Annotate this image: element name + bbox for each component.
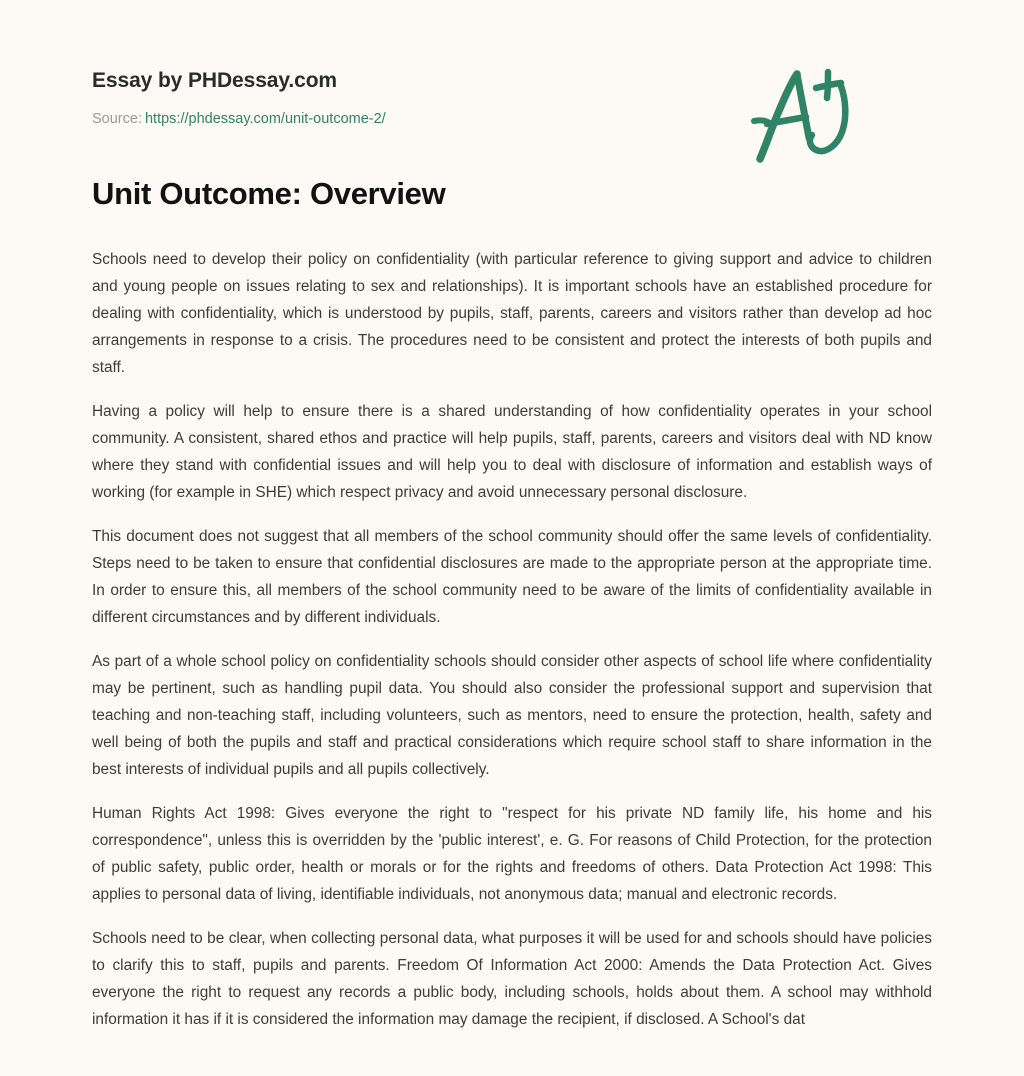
source-line bbox=[92, 111, 932, 128]
essay-paragraph: Schools need to be clear, when collecting personal data, what purposes it will be used for and schools should have policies to clarify this to staff, pupils and parents. Freedom Of Information Act 2000: Amends the Data Protection Act. Gives everyone the right to request any records a public body, including schools, holds about them. A school may withhold information it has if it is considered the information may damage the recipient, if disclosed. A School's dat bbox=[92, 929, 932, 1028]
essay-paragraph: Having a policy will help to ensure there is a shared understanding of how confidentiality operates in your school community. A consistent, shared ethos and practice will help pupils, staff, parents, careers and visitors deal with ND know where they stand with confidential issues and will help you to deal with disclosure of information and establish ways of working (for example in SHE) which respect privacy and avoid unnecessary personal disclosure. bbox=[92, 402, 932, 501]
source-label: Source: bbox=[92, 111, 142, 128]
source-url-link[interactable]: https://phdessay.com/unit-outcome-2/ bbox=[144, 111, 386, 128]
essay-paragraph: Schools need to develop their policy on confidentiality (with particular reference to giving support and advice to children and young people on issues relating to sex and relationships). It is important schools have an established procedure for dealing with confidentiality, which is understood by pupils, staff, parents, careers and visitors rather than develop ad hoc arrangements in response to a crisis. The procedures need to be consistent and protect the interests of both pupils and staff. bbox=[92, 250, 932, 376]
page-header bbox=[92, 0, 932, 128]
brand-title: Essay by PHDessay.com bbox=[92, 69, 337, 92]
essay-paragraph: As part of a whole school policy on confidentiality schools should consider other aspects of school life where confidentiality may be pertinent, such as handling pupil data. You should also consider the professional support and supervision that teaching and non-teaching staff, including volunteers, such as mentors, need to ensure the protection, health, safety and well being of both the pupils and staff and practical considerations which require school staff to share information in the best interests of individual pupils and all pupils collectively. bbox=[92, 652, 932, 778]
essay-paragraph: This document does not suggest that all members of the school community should offer the same levels of confidentiality. Steps need to be taken to ensure that confidential disclosures are made to the appropriate person at the appropriate time. In order to ensure this, all members of the school community need to be aware of the limits of confidentiality available in different circumstances and by different individuals. bbox=[92, 527, 932, 626]
essay-paragraph: Human Rights Act 1998: Gives everyone the right to "respect for his private ND family life, his home and his correspondence", unless this is overridden by the 'public interest', e. G. For reasons of Child Protection, for the protection of public safety, public order, health or morals or for the rights and freedoms of others. Data Protection Act 1998: This applies to personal data of living, identifiable individuals, not anonymous data; manual and electronic records. bbox=[92, 804, 932, 903]
essay-body bbox=[92, 212, 932, 1033]
page-title: Unit Outcome: Overview bbox=[92, 176, 446, 211]
